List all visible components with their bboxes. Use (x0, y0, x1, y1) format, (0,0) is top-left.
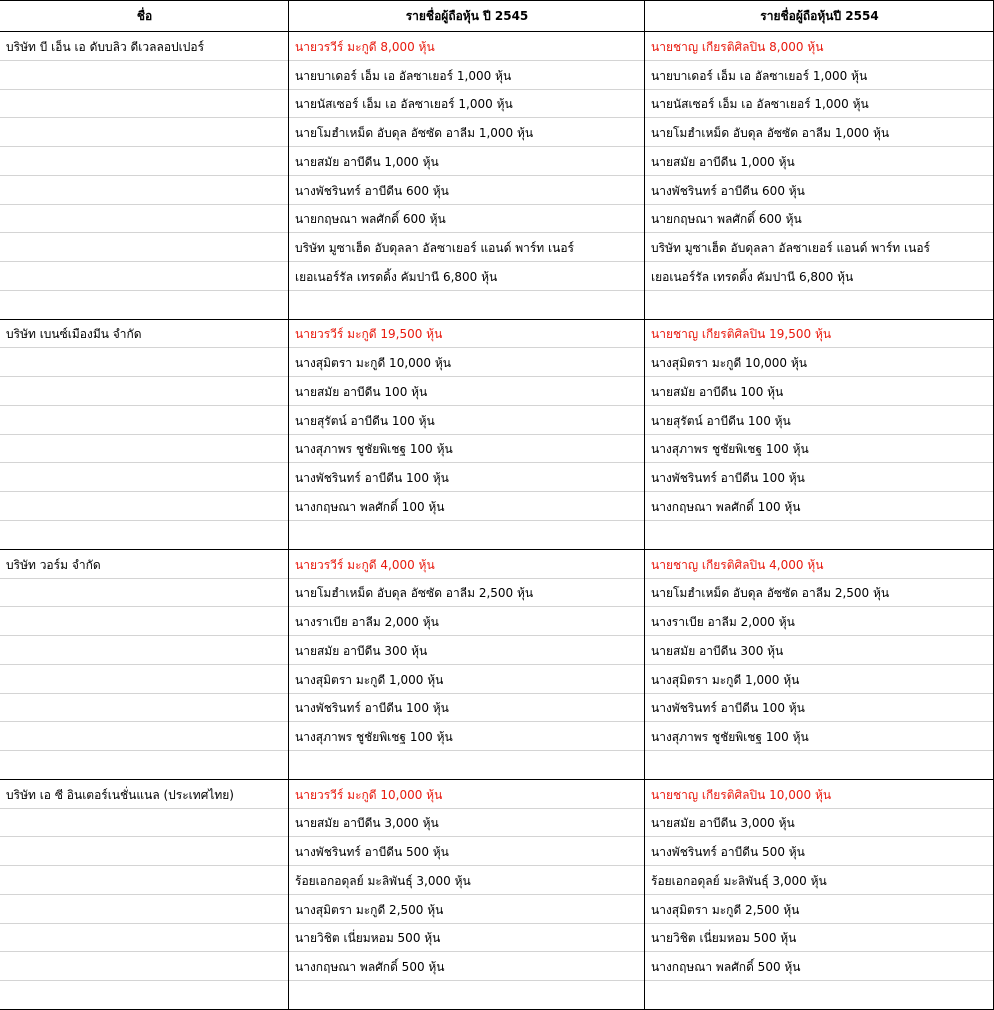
table-row (0, 694, 994, 722)
table-row (0, 492, 994, 521)
shareholder-2545: นายสมัย อาบีดีน 3,000 หุ้น (295, 816, 439, 830)
table-row (0, 435, 994, 463)
table-row (0, 90, 994, 118)
table-row (0, 924, 994, 952)
table-row (0, 521, 994, 550)
shareholder-2545: นางราเบีย อาลีม 2,000 หุ้น (295, 614, 439, 629)
shareholder-2554: บริษัท มูซาเฮ็ด อับดุลลา อัลซาเยอร์ แอนด์ พาร์ท เนอร์ (651, 240, 930, 255)
shareholder-2554 (645, 291, 994, 320)
table-row (0, 722, 994, 751)
shareholder-2554 (645, 521, 994, 550)
table-row (0, 952, 994, 981)
shareholder-2554 (645, 751, 994, 780)
shareholder-2545 (289, 981, 645, 1010)
shareholder-2554: นางพัชรินทร์ อาบีดีน 500 หุ้น (651, 844, 805, 859)
shareholder-2545: ร้อยเอกอดุลย์ มะลิพันธุ์ 3,000 หุ้น (295, 873, 471, 888)
table-row (0, 809, 994, 837)
table-row (0, 205, 994, 233)
shareholder-2554: นายสมัย อาบีดีน 100 หุ้น (651, 384, 784, 399)
shareholder-2545: นายวรวีร์ มะกูดี 19,500 หุ้น (295, 327, 443, 341)
table-row (0, 607, 994, 636)
shareholder-2545: นายสุรัตน์ อาบีดีน 100 หุ้น (295, 413, 435, 428)
table-row (0, 377, 994, 406)
table-row (0, 233, 994, 262)
shareholder-2545: นางพัชรินทร์ อาบีดีน 100 หุ้น (295, 701, 449, 715)
table-row (0, 981, 994, 1010)
shareholder-2554: นายชาญ เกียรติศิลปิน 19,500 หุ้น (651, 327, 832, 341)
shareholder-2545: นายสมัย อาบีดีน 300 หุ้น (295, 643, 428, 658)
shareholder-2545: นางพัชรินทร์ อาบีดีน 500 หุ้น (295, 844, 449, 859)
column-divider-1 (288, 0, 289, 1010)
table-row (0, 463, 994, 492)
shareholder-2545: นายวรวีร์ มะกูดี 10,000 หุ้น (295, 787, 443, 802)
header-name: ชื่อ (136, 9, 153, 23)
shareholder-2545: นายวรวีร์ มะกูดี 8,000 หุ้น (295, 39, 435, 54)
shareholder-2554: นายชาญ เกียรติศิลปิน 8,000 หุ้น (651, 39, 824, 54)
table-row (0, 406, 994, 435)
company-row (0, 550, 994, 579)
shareholder-2554: นายนัสเซอร์ เอ็ม เอ อัลซาเยอร์ 1,000 หุ้น (651, 97, 869, 111)
shareholder-2554: นางสุมิตรา มะกูดี 10,000 หุ้น (651, 355, 807, 370)
table-row (0, 837, 994, 866)
table-row (0, 147, 994, 176)
table-row (0, 291, 994, 320)
shareholder-2545 (289, 291, 645, 320)
table-row (0, 176, 994, 205)
company-name: บริษัท เบนซ์เมืองมีน จำกัด (6, 327, 142, 341)
shareholder-2554: นางสุมิตรา มะกูดี 1,000 หุ้น (651, 672, 800, 687)
shareholder-2545: บริษัท มูซาเฮ็ด อับดุลลา อัลซาเยอร์ แอนด์ พาร์ท เนอร์ (295, 240, 574, 255)
shareholder-2554: นายสุรัตน์ อาบีดีน 100 หุ้น (651, 413, 791, 428)
company-row (0, 780, 994, 809)
shareholder-2554: นายสมัย อาบีดีน 300 หุ้น (651, 643, 784, 658)
shareholder-2545: นายบาเดอร์ เอ็ม เอ อัลซาเยอร์ 1,000 หุ้น (295, 68, 512, 83)
company-name: บริษัท เอ ซี อินเตอร์เนชั่นแนล (ประเทศไทย) (6, 787, 234, 802)
shareholder-2545: นางสุมิตรา มะกูดี 1,000 หุ้น (295, 672, 444, 687)
table-row (0, 751, 994, 780)
shareholder-2554: นางราเบีย อาลีม 2,000 หุ้น (651, 614, 795, 629)
shareholder-2545: นายโมฮำเหม็ด อับดุล อัซซัด อาลีม 1,000 หุ้น (295, 125, 534, 140)
shareholder-2545: นางสุมิตรา มะกูดี 10,000 หุ้น (295, 355, 451, 370)
shareholder-2545: นางกฤษณา พลศักดิ์ 500 หุ้น (295, 959, 445, 974)
shareholder-2554: นางสุมิตรา มะกูดี 2,500 หุ้น (651, 902, 800, 917)
table-row (0, 262, 994, 291)
shareholder-2545: นางกฤษณา พลศักดิ์ 100 หุ้น (295, 499, 445, 514)
shareholder-2554: นายโมฮำเหม็ด อับดุล อัซซัด อาลีม 1,000 หุ้น (651, 125, 890, 140)
header-row (0, 0, 994, 32)
shareholder-2554: นายชาญ เกียรติศิลปิน 10,000 หุ้น (651, 787, 832, 802)
table-row (0, 118, 994, 147)
table-row (0, 665, 994, 694)
shareholder-2554: นางกฤษณา พลศักดิ์ 500 หุ้น (651, 959, 801, 974)
company-row (0, 32, 994, 61)
company-row (0, 320, 994, 348)
shareholder-2554: นายวิชิต เนี่ยมหอม 500 หุ้น (651, 931, 797, 945)
shareholder-2554: นางพัชรินทร์ อาบีดีน 600 หุ้น (651, 183, 805, 198)
shareholder-2554: เยอเนอร์รัล เทรดดิ้ง คัมปานี 6,800 หุ้น (651, 269, 854, 284)
shareholder-2554: นางพัชรินทร์ อาบีดีน 100 หุ้น (651, 470, 805, 485)
shareholder-2545: นายวรวีร์ มะกูดี 4,000 หุ้น (295, 557, 435, 572)
shareholder-2545: นายกฤษณา พลศักดิ์ 600 หุ้น (295, 212, 446, 226)
shareholder-2554: นายบาเดอร์ เอ็ม เอ อัลซาเยอร์ 1,000 หุ้น (651, 68, 868, 83)
header-top-border (0, 0, 994, 1)
table-row (0, 61, 994, 90)
table-row (0, 348, 994, 377)
shareholder-2545: นายนัสเซอร์ เอ็ม เอ อัลซาเยอร์ 1,000 หุ้น (295, 97, 513, 111)
shareholder-2545 (289, 751, 645, 780)
shareholder-2554: นางกฤษณา พลศักดิ์ 100 หุ้น (651, 499, 801, 514)
shareholder-2554: นางพัชรินทร์ อาบีดีน 100 หุ้น (651, 701, 805, 715)
table-row (0, 579, 994, 607)
shareholder-2554: นายสมัย อาบีดีน 1,000 หุ้น (651, 154, 795, 169)
table-row (0, 636, 994, 665)
shareholder-2545: นางพัชรินทร์ อาบีดีน 600 หุ้น (295, 183, 449, 198)
shareholder-2554: ร้อยเอกอดุลย์ มะลิพันธุ์ 3,000 หุ้น (651, 873, 827, 888)
shareholder-2554: นายกฤษณา พลศักดิ์ 600 หุ้น (651, 212, 802, 226)
column-divider-2 (644, 0, 645, 1010)
shareholder-2545: นายสมัย อาบีดีน 100 หุ้น (295, 384, 428, 399)
table-row (0, 895, 994, 924)
shareholder-2554: นายชาญ เกียรติศิลปิน 4,000 หุ้น (651, 557, 824, 572)
shareholder-2545: นางสุภาพร ชูชัยพิเชฐ 100 หุ้น (295, 729, 453, 744)
company-name: บริษัท วอร์ม จำกัด (6, 557, 101, 572)
shareholder-2554 (645, 981, 994, 1010)
shareholder-2545: นายสมัย อาบีดีน 1,000 หุ้น (295, 154, 439, 169)
shareholder-2545: นางสุภาพร ชูชัยพิเชฐ 100 หุ้น (295, 442, 453, 456)
shareholder-2554: นางสุภาพร ชูชัยพิเชฐ 100 หุ้น (651, 729, 809, 744)
shareholder-2545 (289, 521, 645, 550)
shareholder-2554: นายสมัย อาบีดีน 3,000 หุ้น (651, 816, 795, 830)
shareholder-2545: เยอเนอร์รัล เทรดดิ้ง คัมปานี 6,800 หุ้น (295, 269, 498, 284)
shareholder-2545: นายวิชิต เนี่ยมหอม 500 หุ้น (295, 931, 441, 945)
header-2554: รายชื่อผู้ถือหุ้นปี 2554 (760, 9, 879, 23)
company-name: บริษัท บี เอ็น เอ ดับบลิว ดีเวลลอปเปอร์ (6, 39, 205, 54)
shareholder-2545: นายโมฮำเหม็ด อับดุล อัซซัด อาลีม 2,500 หุ้น (295, 586, 534, 600)
shareholder-2554: นางสุภาพร ชูชัยพิเชฐ 100 หุ้น (651, 442, 809, 456)
shareholder-2554: นายโมฮำเหม็ด อับดุล อัซซัด อาลีม 2,500 หุ้น (651, 586, 890, 600)
shareholder-2545: นางสุมิตรา มะกูดี 2,500 หุ้น (295, 902, 444, 917)
table-row (0, 866, 994, 895)
header-2545: รายชื่อผู้ถือหุ้น ปี 2545 (405, 9, 529, 23)
shareholder-2545: นางพัชรินทร์ อาบีดีน 100 หุ้น (295, 470, 449, 485)
